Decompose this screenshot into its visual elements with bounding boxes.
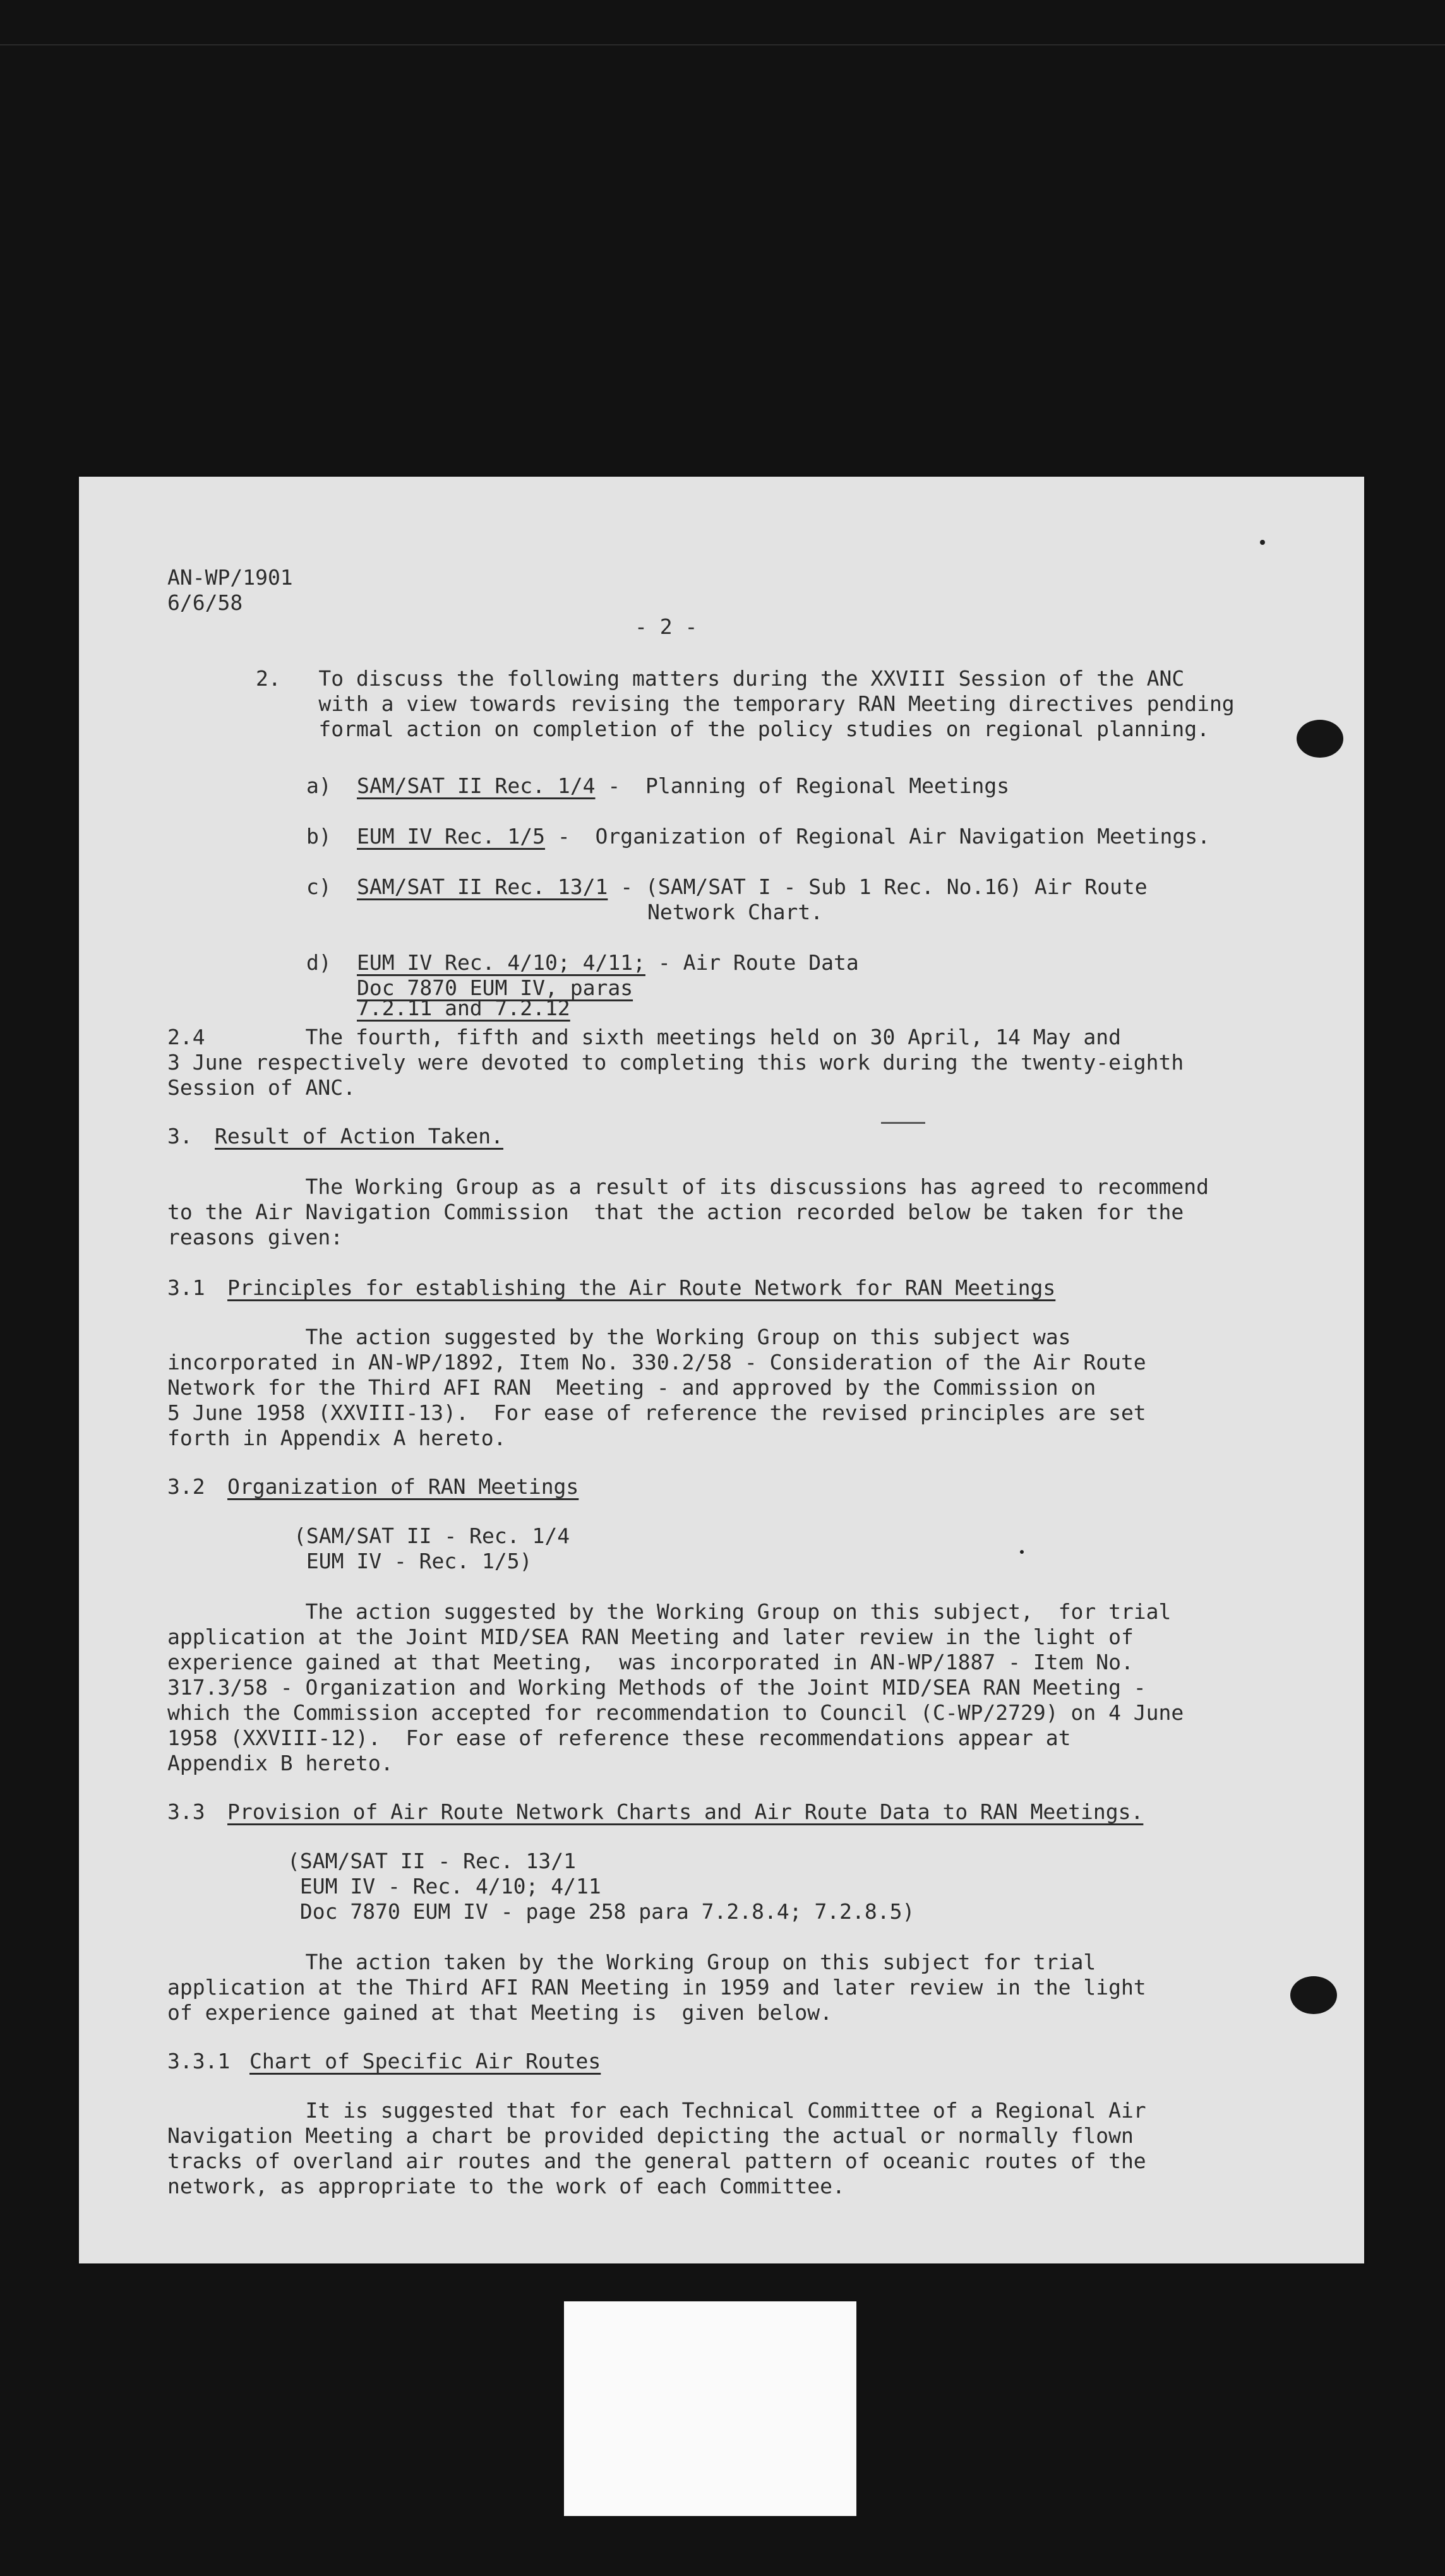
section-3-1-line-3: Network for the Third AFI RAN Meeting - and approved by the Commission on — [167, 1375, 1096, 1400]
item-b-text: - Organization of Regional Air Navigation Meetings. — [545, 824, 1211, 849]
para-2-4-line-3: Session of ANC. — [167, 1075, 356, 1100]
section-3-3-line-1: The action taken by the Working Group on this subject for trial — [167, 1950, 1096, 1974]
para-2-4-line-1: 2.4 The fourth, fifth and sixth meetings held on 30 April, 14 May and — [167, 1025, 1121, 1049]
item-d-label: d) — [306, 950, 332, 975]
section-3-line-2: to the Air Navigation Commission that the action recorded below be taken for the — [167, 1200, 1184, 1224]
section-3-2-title: Organization of RAN Meetings — [227, 1474, 579, 1499]
section-3-2-line-7: Appendix B hereto. — [167, 1751, 393, 1775]
section-3-3-ref-3: Doc 7870 EUM IV - page 258 para 7.2.8.4; 7.2.8.5) — [287, 1899, 915, 1924]
section-3-2-line-3: experience gained at that Meeting, was incorporated in AN-WP/1887 - Item No. — [167, 1650, 1134, 1674]
section-3-2-line-1: The action suggested by the Working Group on this subject, for trial — [167, 1599, 1172, 1624]
item-c-text-2: Network Chart. — [647, 900, 824, 924]
item-b-label: b) — [306, 824, 332, 849]
item-c — [357, 874, 1148, 900]
section-3-3-1-line-2: Navigation Meeting a chart be provided depicting the actual or normally flown — [167, 2123, 1134, 2148]
section-3-3-ref-1: (SAM/SAT II - Rec. 13/1 — [287, 1849, 576, 1873]
section-3-1-line-1: The action suggested by the Working Group on this subject was — [167, 1325, 1071, 1349]
section-3-number: 3. — [167, 1124, 193, 1148]
item-a — [357, 773, 1009, 799]
section-3-3-title: Provision of Air Route Network Charts and Air Route Data to RAN Meetings. — [227, 1799, 1144, 1824]
section-3-1-line-2: incorporated in AN-WP/1892, Item No. 330.2/58 - Consideration of the Air Route — [167, 1350, 1146, 1374]
section-3-2-ref-2: EUM IV - Rec. 1/5) — [294, 1549, 532, 1573]
item-c-label: c) — [306, 874, 332, 899]
section-3-3-1-title: Chart of Specific Air Routes — [249, 2049, 601, 2073]
section-3-1-line-4: 5 June 1958 (XXVIII-13). For ease of reference the revised principles are set — [167, 1400, 1146, 1425]
section-3-2-ref-1: (SAM/SAT II - Rec. 1/4 — [294, 1524, 570, 1548]
section-3-3-1-line-1: It is suggested that for each Technical Committee of a Regional Air — [167, 2098, 1146, 2123]
section-3-2-line-4: 317.3/58 - Organization and Working Methods of the Joint MID/SEA RAN Meeting - — [167, 1675, 1146, 1700]
item-d-text: - Air Route Data — [645, 950, 859, 975]
speck-mark — [1020, 1550, 1024, 1554]
item-d-ref: EUM IV Rec. 4/10; 4/11; — [357, 950, 645, 975]
item-a-label: a) — [306, 773, 332, 798]
punch-hole-top — [1297, 720, 1343, 758]
item-a-text: - Planning of Regional Meetings — [595, 773, 1010, 798]
item-d-ref-3: 7.2.11 and 7.2.12 — [357, 996, 570, 1020]
doc-date: 6/6/58 — [167, 590, 243, 615]
item-d — [357, 950, 859, 975]
section-3-3-1-number: 3.3.1 — [167, 2049, 231, 2073]
item-a-ref: SAM/SAT II Rec. 1/4 — [357, 773, 596, 798]
item-c-ref: SAM/SAT II Rec. 13/1 — [357, 874, 608, 899]
section-3-3-line-2: application at the Third AFI RAN Meeting in 1959 and later review in the light — [167, 1975, 1146, 2000]
section-3-1-line-5: forth in Appendix A hereto. — [167, 1426, 507, 1450]
film-edge-line — [0, 44, 1445, 45]
item-c-text: - (SAM/SAT I - Sub 1 Rec. No.16) Air Route — [608, 874, 1148, 899]
section-3-2-line-5: which the Commission accepted for recommendation to Council (C-WP/2729) on 4 June — [167, 1700, 1184, 1725]
item-d-ref-2: Doc 7870 EUM IV, paras — [357, 975, 633, 1000]
stray-mark — [881, 1122, 925, 1124]
section-3-title: Result of Action Taken. — [215, 1124, 503, 1148]
item-b — [357, 824, 1210, 849]
doc-reference: AN-WP/1901 — [167, 565, 293, 590]
white-card — [564, 2301, 856, 2516]
punch-hole-bottom — [1290, 1976, 1337, 2014]
para-2-4-line-2: 3 June respectively were devoted to completing this work during the twenty-eighth — [167, 1050, 1184, 1075]
section-3-2-number: 3.2 — [167, 1474, 205, 1499]
item2-line-1: 2. To discuss the following matters during the XXVIII Session of the ANC — [256, 666, 1185, 691]
page-number: - 2 - — [635, 614, 698, 639]
section-3-1-number: 3.1 — [167, 1275, 205, 1300]
section-3-3-number: 3.3 — [167, 1799, 205, 1824]
section-3-2-line-6: 1958 (XXVIII-12). For ease of reference these recommendations appear at — [167, 1726, 1071, 1750]
item-b-ref: EUM IV Rec. 1/5 — [357, 824, 546, 849]
section-3-2-line-2: application at the Joint MID/SEA RAN Meeting and later review in the light of — [167, 1625, 1134, 1649]
section-3-1-title: Principles for establishing the Air Route Network for RAN Meetings — [227, 1275, 1056, 1300]
item2-line-2: with a view towards revising the temporary RAN Meeting directives pending — [256, 691, 1235, 716]
section-3-line-1: The Working Group as a result of its discussions has agreed to recommend — [167, 1174, 1209, 1199]
section-3-3-1-line-3: tracks of overland air routes and the general pattern of oceanic routes of the — [167, 2149, 1146, 2173]
speck-mark — [1260, 540, 1265, 545]
section-3-3-1-line-4: network, as appropriate to the work of each Committee. — [167, 2174, 845, 2198]
section-3-3-line-3: of experience gained at that Meeting is given below. — [167, 2000, 832, 2025]
document-page — [79, 477, 1364, 2263]
section-3-3-ref-2: EUM IV - Rec. 4/10; 4/11 — [287, 1874, 601, 1899]
item2-line-3: formal action on completion of the policy studies on regional planning. — [256, 717, 1209, 741]
section-3-line-3: reasons given: — [167, 1225, 344, 1249]
